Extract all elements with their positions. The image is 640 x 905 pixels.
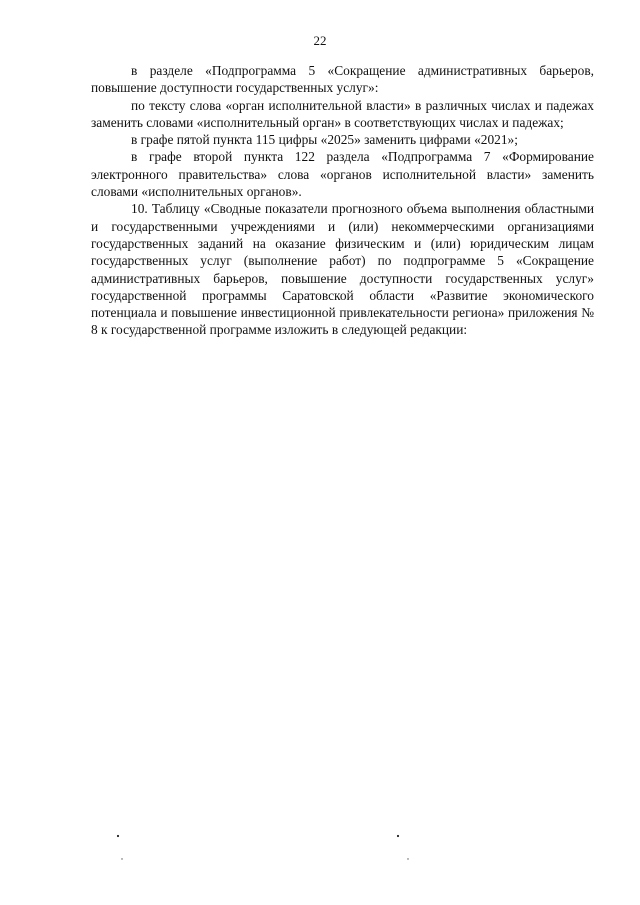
scan-speck [407,858,408,859]
page-number: 22 [313,33,327,48]
paragraph-item-115: в графе пятой пункта 115 цифры «2025» заменить цифрами «2021»; [131,132,518,148]
paragraph-item-122: в графе второй пункта 122 раздела «Подпрограмма 7 «Формирование электронного правительства» слова «органов исполнительной власти» заменить словами «исполнительных органов». [91,149,594,200]
scan-speck [117,835,119,837]
scan-speck [397,835,399,837]
scan-speck [121,858,122,859]
document-body [91,62,594,339]
paragraph-replace-authority-term: по тексту слова «орган исполнительной власти» в различных числах и падежах заменить словами «исполнительный орган» в соответствующих числах и падежах; [91,97,594,130]
paragraph-table-10: 10. Таблицу «Сводные показатели прогнозного объема выполнения областными и государственными учреждениями и (или) некоммерческими организациями государственных заданий на оказание физическим и (или) юридическим лицам государственных услуг (выполнение работ) по подпрограмме 5 «Сокращение административных барьеров, повышение доступности государственных услуг» государственной программы Саратовской области «Развитие экономического потенциала и повышение инвестиционной привлекательности региона» приложения № 8 к государственной программе изложить в следующей редакции: [91,201,594,338]
paragraph-section-subprogram-5: в разделе «Подпрограмма 5 «Сокращение административных барьеров, повышение доступности государственных услуг»: [91,63,594,96]
